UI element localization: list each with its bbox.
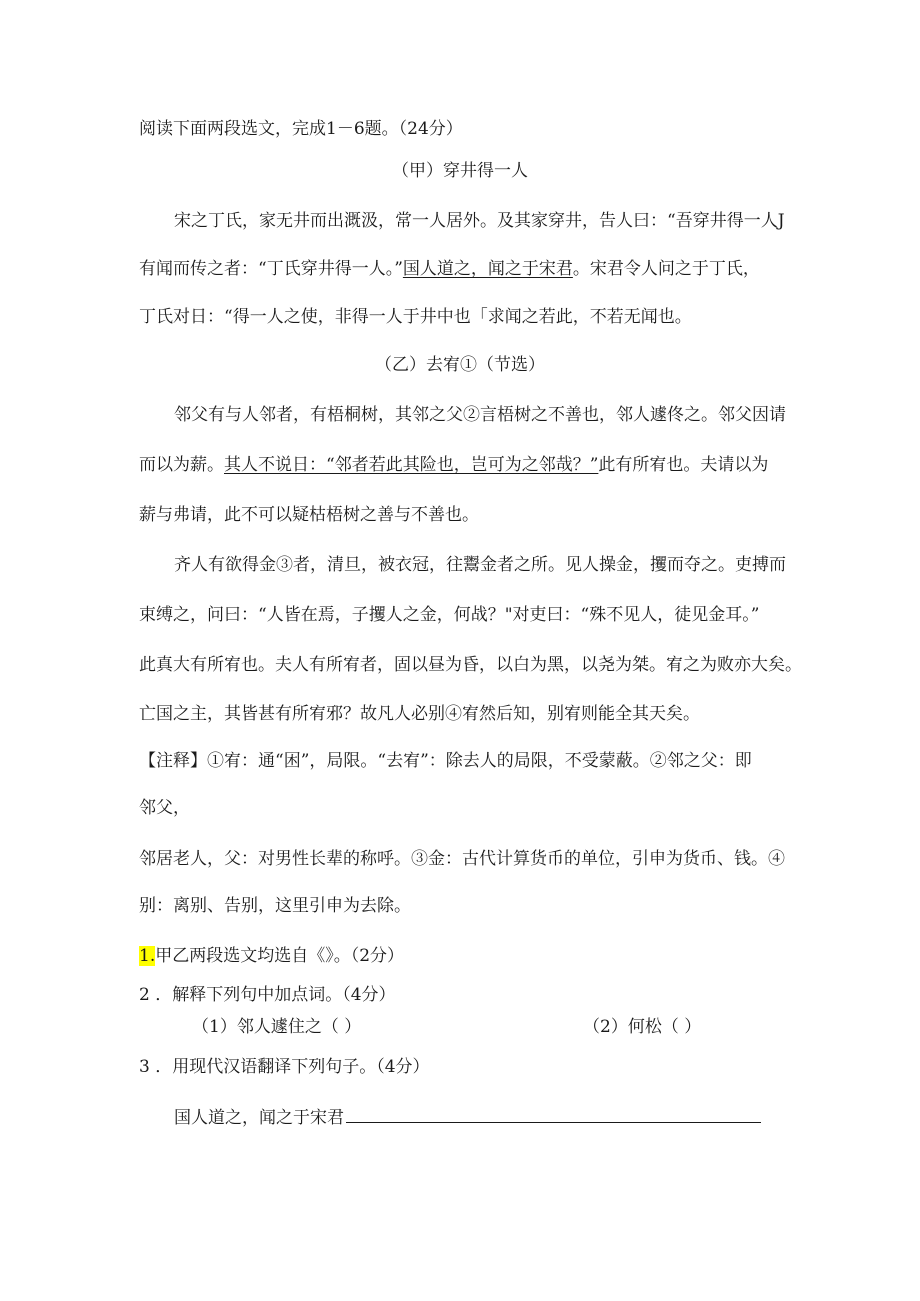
question-2-item-1: （1）邻人遽住之（ ） [192,1017,362,1037]
yi-line-2-start: 而以为薪。 [139,455,224,475]
notes-line-3: 邻居老人，父：对男性长辈的称呼。③金：古代计算货币的单位，引申为货币、钱。④ [139,849,785,869]
jia-line-2-end: 。宋君令人问之于丁氏， [572,259,760,279]
question-1-text: 甲乙两段选文均选自《》。（2分） [155,946,405,966]
yi-paragraph-line-3: 薪与弗请，此不可以疑枯梧树之善与不善也。 [139,505,479,525]
intro-line: 阅读下面两段选文，完成1－6题。（24分） [139,119,463,139]
yi-paragraph-line-5: 束缚之，问曰：“人皆在焉，子攫人之金，何战？"对吏曰：“殊不见人，徒见金耳。” [139,605,760,625]
question-3: 3 ．用现代汉语翻译下列句子。（4分） [139,1057,430,1077]
yi-underlined-sentence: 其人不说日：“邻者若此其险也，岂可为之邻哉？” [224,455,599,475]
jia-line-2-start: 有闻而传之者：“丁氏穿井得一人。” [139,259,403,279]
jia-underlined-sentence: 国人道之，闻之于宋君 [402,259,573,279]
question-1 [139,945,404,967]
yi-paragraph-line-1: 邻父有与人邻者，有梧桐树，其邻之父②言梧树之不善也，邻人遽佟之。邻父因请 [174,405,786,425]
jia-paragraph-line-1: 宋之丁氏，家无井而出溉汲，常一人居外。及其家穿井，告人曰：“吾穿井得一人J [174,211,785,231]
yi-paragraph-line-7: 亡国之主，其皆甚有所宥邪？故凡人必别④宥然后知，别宥则能全其天矣。 [139,704,700,724]
jia-title: （甲）穿井得一人 [392,161,528,181]
jia-paragraph-line-3: 丁氏对日：“得一人之使，非得一人于井中也「求闻之若此，不若无闻也。 [139,307,692,327]
question-3-sentence: 国人道之，闻之于宋君 [174,1108,344,1128]
notes-line-2: 邻父， [139,798,190,818]
yi-line-2-end: 此有所宥也。夫请以为 [598,455,769,475]
question-1-number: 1. [139,946,156,966]
yi-paragraph-line-6: 此真大有所宥也。夫人有所宥者，固以昼为昏，以白为黑，以尧为桀。宥之为败亦大矣。 [139,655,802,675]
yi-paragraph-line-2 [139,454,768,476]
yi-title: （乙）去宥①（节选） [375,355,545,375]
jia-paragraph-line-2 [139,258,760,280]
question-2-item-2: （2）何松（ ） [583,1017,702,1037]
notes-line-4: 别：离别、告别，这里引申为去除。 [139,896,411,916]
notes-line-1: 【注释】①宥：通“困”，局限。“去宥”：除去人的局限，不受蒙蔽。②邻之父：即 [139,751,752,771]
question-3-answer-line [174,1106,761,1129]
answer-blank[interactable] [346,1106,761,1123]
question-2: 2 ．解释下列句中加点词。（4分） [139,985,396,1005]
yi-paragraph-line-4: 齐人有欲得金③者，清旦，被衣冠，往鬻金者之所。见人操金，攫而夺之。吏搏而 [174,555,786,575]
